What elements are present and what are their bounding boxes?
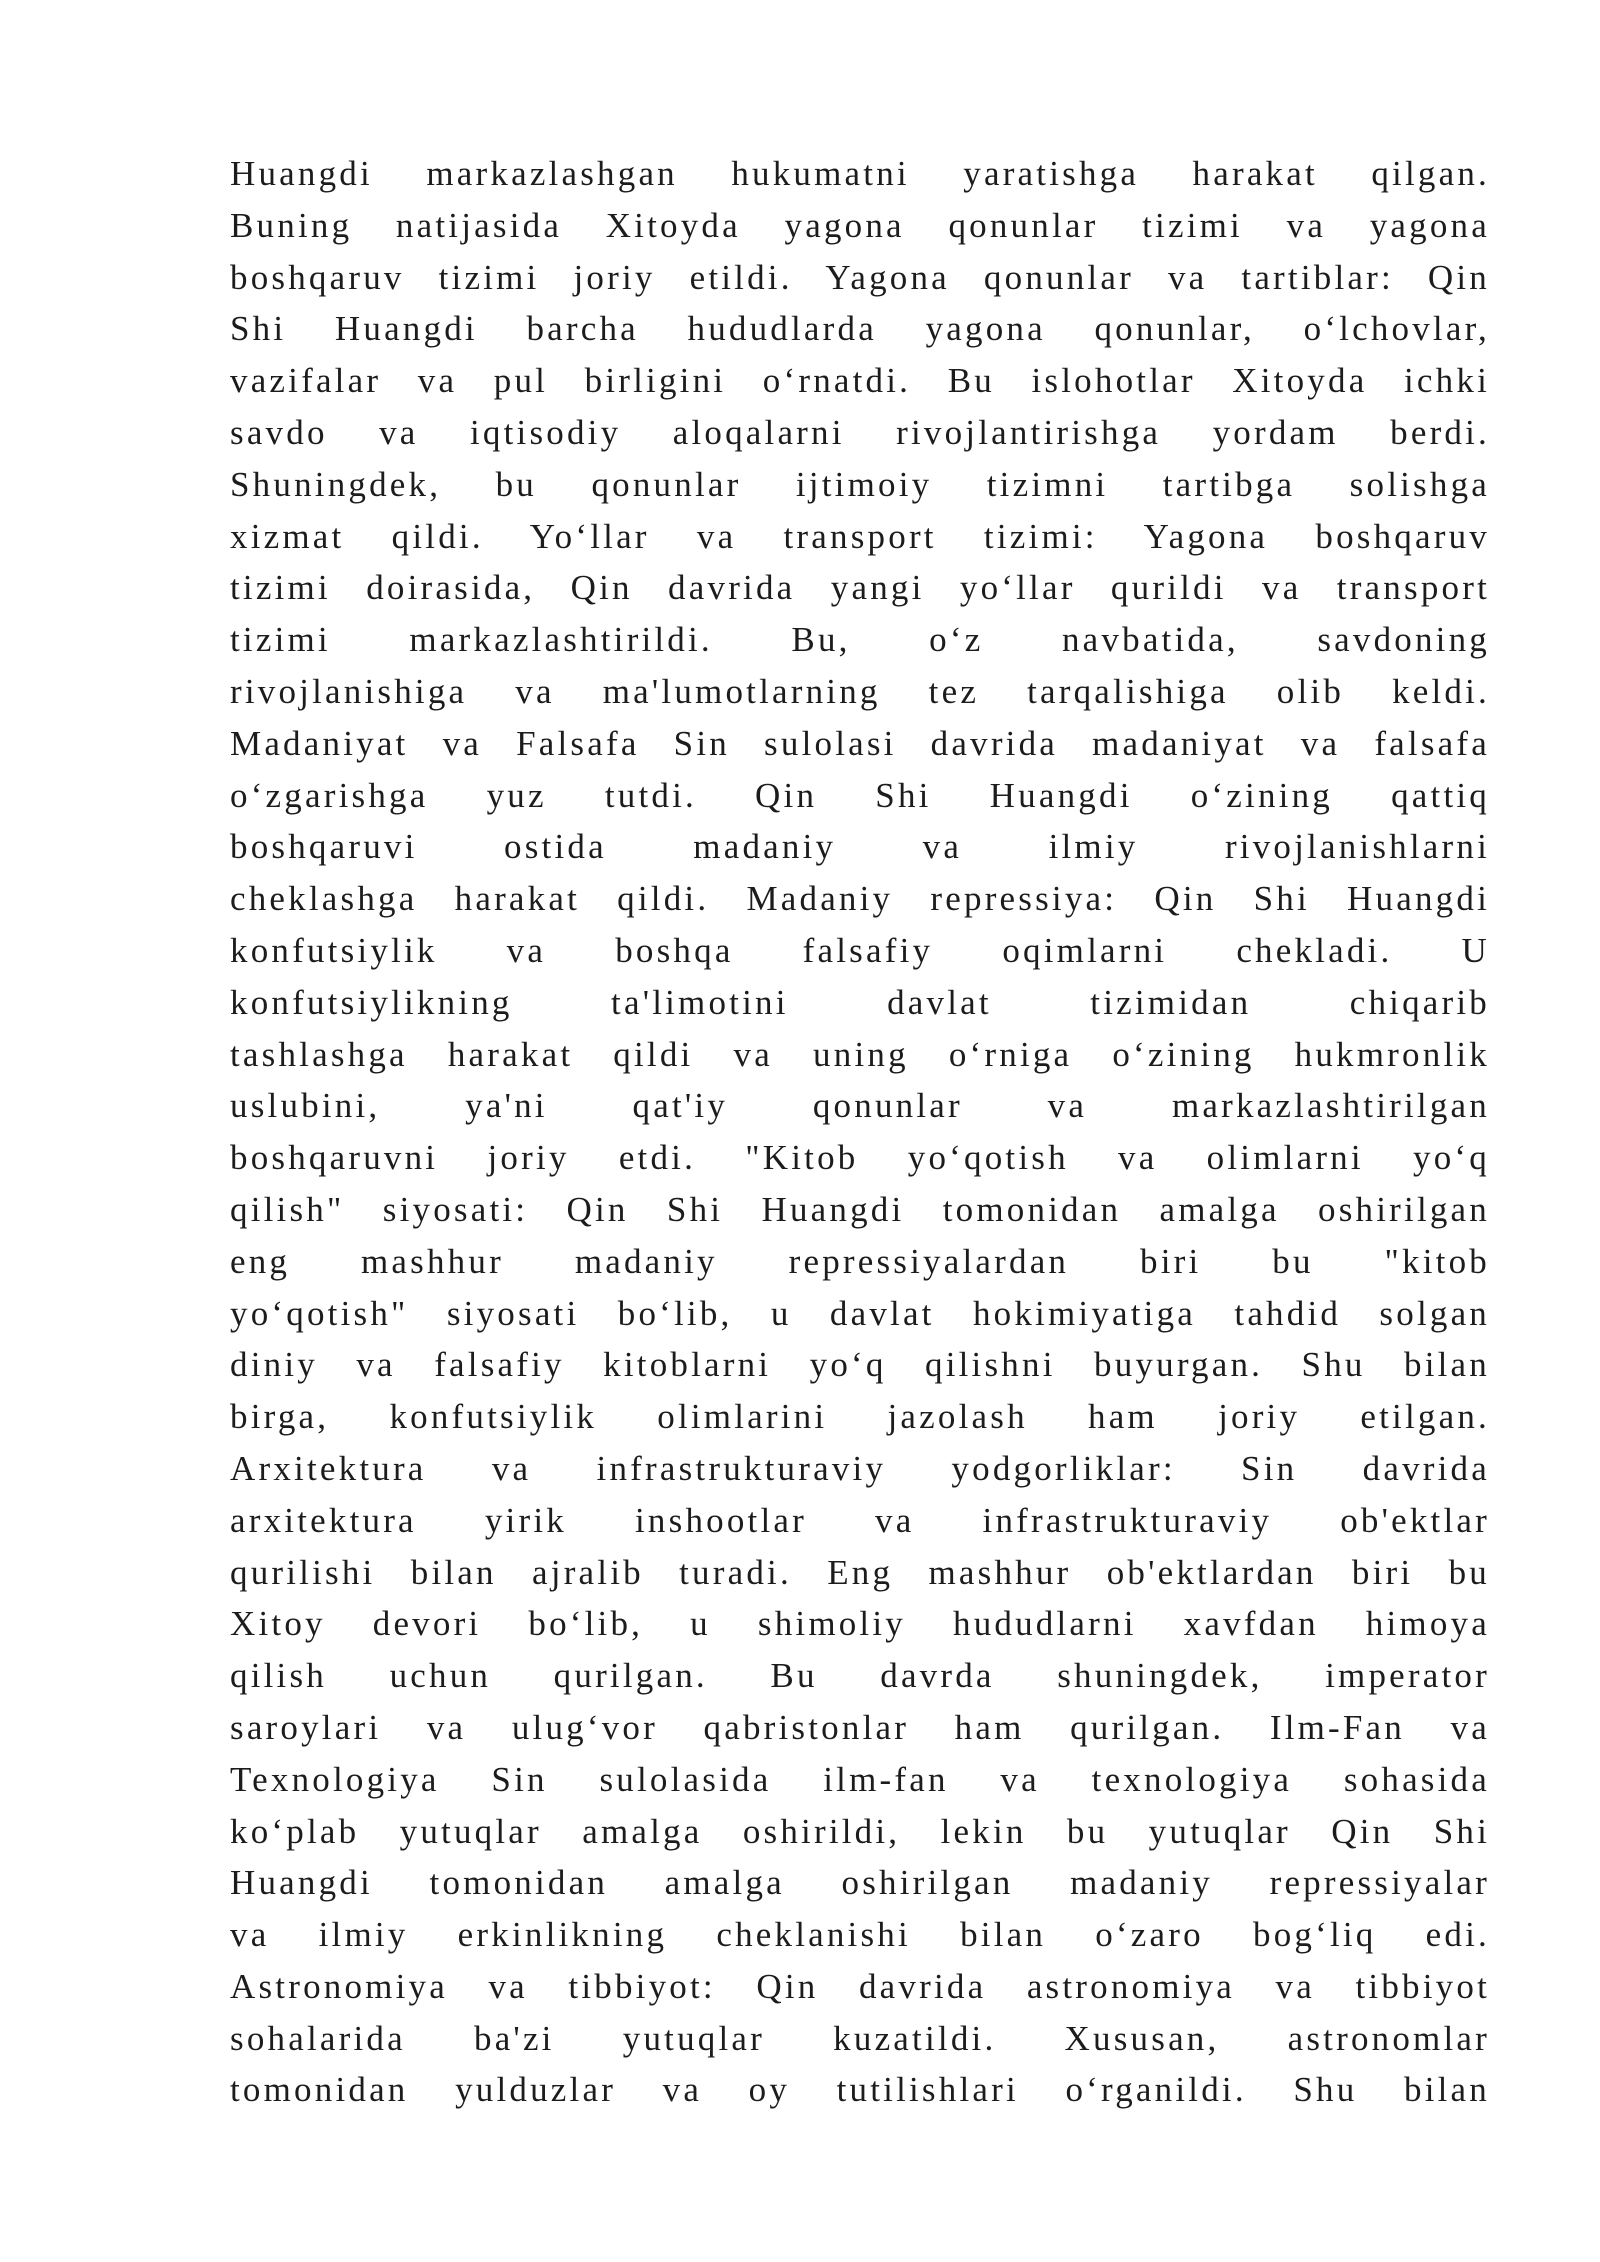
- text-line: Huangdi tomonidan amalga oshirilgan madaniy repressiyalar: [230, 1863, 1490, 1903]
- text-line: rivojlanishiga va ma'lumotlarning tez tarqalishiga olib keldi.: [230, 671, 1490, 711]
- text-line: saroylari va ulug‘vor qabristonlar ham qurilgan. Ilm-Fan va: [230, 1707, 1490, 1747]
- text-line: Huangdi markazlashgan hukumatni yaratishga harakat qilgan.: [230, 154, 1490, 193]
- text-line: uslubini, ya'ni qat'iy qonunlar va markazlashtirilgan: [230, 1086, 1490, 1126]
- text-line: qurilishi bilan ajralib turadi. Eng mashhur ob'ektlardan biri bu: [230, 1552, 1490, 1592]
- text-line: cheklashga harakat qildi. Madaniy repressiya: Qin Shi Huangdi: [230, 879, 1490, 919]
- text-line: Arxitektura va infrastrukturaviy yodgorliklar: Sin davrida: [230, 1448, 1490, 1488]
- text-line: diniy va falsafiy kitoblarni yo‘q qilishni buyurgan. Shu bilan: [230, 1345, 1490, 1385]
- text-line: Shi Huangdi barcha hududlarda yagona qonunlar, o‘lchovlar,: [230, 309, 1490, 349]
- body-text: [230, 148, 1490, 2116]
- text-line: sohalarida ba'zi yutuqlar kuzatildi. Xususan, astronomlar: [230, 2018, 1490, 2058]
- text-line: tizimi doirasida, Qin davrida yangi yo‘llar qurildi va transport: [230, 568, 1490, 608]
- text-line: xizmat qildi. Yo‘llar va transport tizimi: Yagona boshqaruv: [230, 516, 1490, 556]
- text-line: Shuningdek, bu qonunlar ijtimoiy tizimni tartibga solishga: [230, 464, 1490, 504]
- text-line: tizimi markazlashtirildi. Bu, o‘z navbatida, savdoning: [230, 620, 1490, 660]
- text-line: va ilmiy erkinlikning cheklanishi bilan o‘zaro bog‘liq edi.: [230, 1915, 1490, 1955]
- text-line: tashlashga harakat qildi va uning o‘rniga o‘zining hukmronlik: [230, 1034, 1490, 1074]
- text-line: Astronomiya va tibbiyot: Qin davrida astronomiya va tibbiyot: [230, 1966, 1490, 2006]
- text-line: konfutsiylikning ta'limotini davlat tizimidan chiqarib: [230, 982, 1490, 1022]
- text-line: tomonidan yulduzlar va oy tutilishlari o‘rganildi. Shu bilan: [230, 2070, 1490, 2110]
- text-line: Xitoy devori bo‘lib, u shimoliy hududlarni xavfdan himoya: [230, 1604, 1490, 1644]
- text-line: o‘zgarishga yuz tutdi. Qin Shi Huangdi o‘zining qattiq: [230, 775, 1490, 815]
- text-line: savdo va iqtisodiy aloqalarni rivojlantirishga yordam berdi.: [230, 412, 1490, 452]
- text-line: ko‘plab yutuqlar amalga oshirildi, lekin bu yutuqlar Qin Shi: [230, 1811, 1490, 1851]
- text-line: qilish uchun qurilgan. Bu davrda shuningdek, imperator: [230, 1656, 1490, 1696]
- text-line: Madaniyat va Falsafa Sin sulolasi davrida madaniyat va falsafa: [230, 723, 1490, 763]
- text-line: arxitektura yirik inshootlar va infrastrukturaviy ob'ektlar: [230, 1500, 1490, 1540]
- text-line: boshqaruvi ostida madaniy va ilmiy rivojlanishlarni: [230, 827, 1490, 867]
- text-line: birga, konfutsiylik olimlarini jazolash ham joriy etilgan.: [230, 1397, 1490, 1437]
- text-line: vazifalar va pul birligini o‘rnatdi. Bu islohotlar Xitoyda ichki: [230, 361, 1490, 401]
- text-line: qilish" siyosati: Qin Shi Huangdi tomonidan amalga oshirilgan: [230, 1189, 1490, 1229]
- text-line: Buning natijasida Xitoyda yagona qonunlar tizimi va yagona: [230, 205, 1490, 245]
- text-line: yo‘qotish" siyosati bo‘lib, u davlat hokimiyatiga tahdid solgan: [230, 1293, 1490, 1333]
- text-line: eng mashhur madaniy repressiyalardan biri bu "kitob: [230, 1241, 1490, 1281]
- text-line: Texnologiya Sin sulolasida ilm-fan va texnologiya sohasida: [230, 1759, 1490, 1799]
- text-line: boshqaruv tizimi joriy etildi. Yagona qonunlar va tartiblar: Qin: [230, 257, 1490, 297]
- text-line: konfutsiylik va boshqa falsafiy oqimlarni chekladi. U: [230, 930, 1490, 970]
- text-line: boshqaruvni joriy etdi. "Kitob yo‘qotish va olimlarni yo‘q: [230, 1138, 1490, 1178]
